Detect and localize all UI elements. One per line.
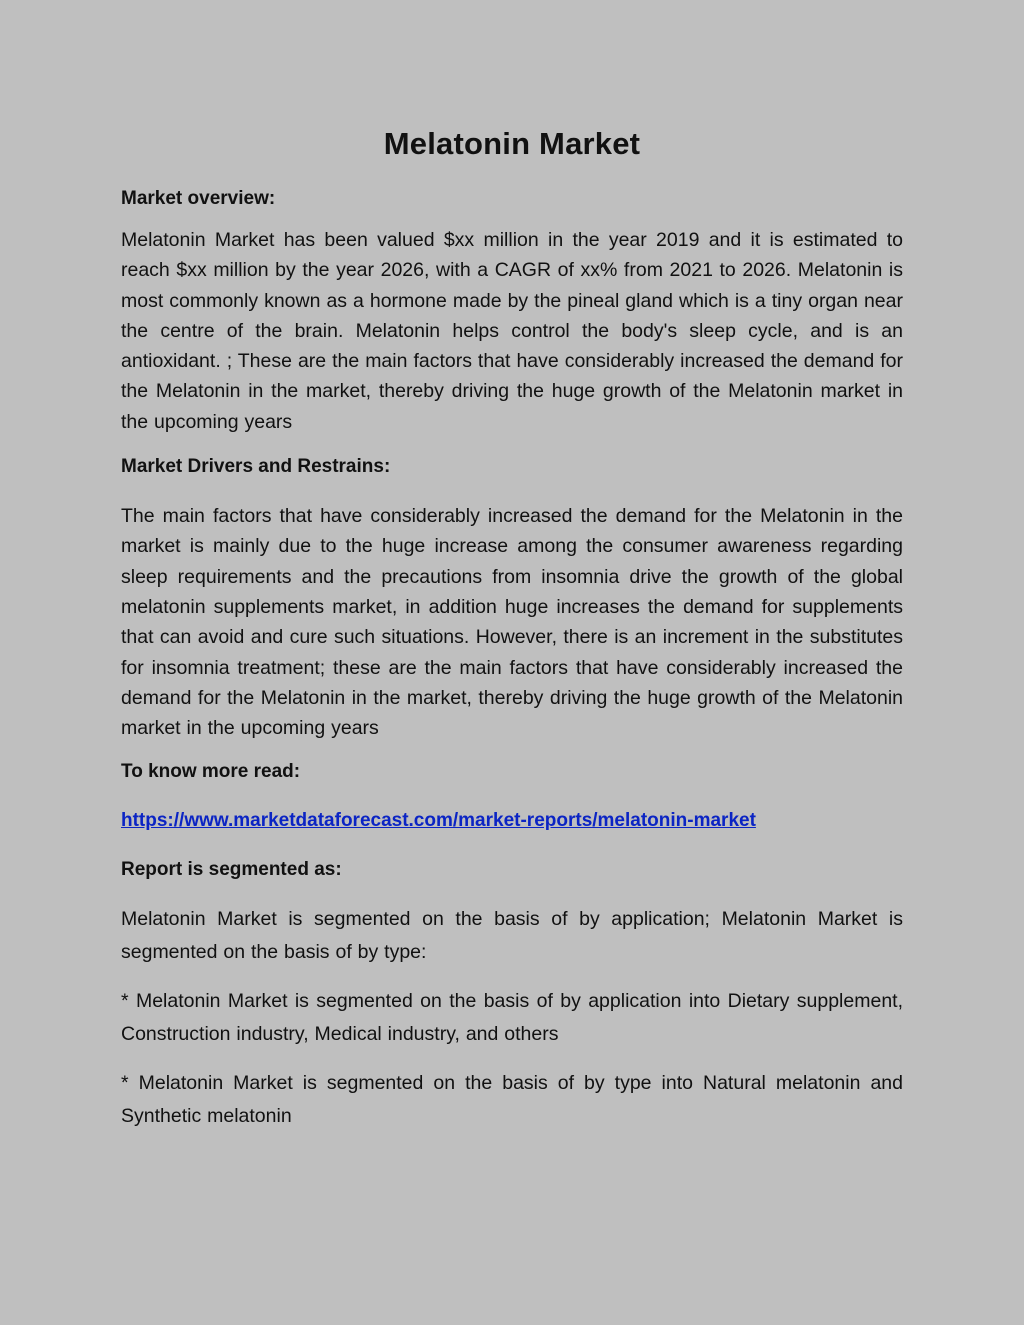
- market-overview-paragraph: Melatonin Market has been valued $xx million in the year 2019 and it is estimated to reach $xx million by the year 2026, with a CAGR of xx% from 2021 to 2026. Melatonin is most commonly known as a hormone made by the pineal gland which is a tiny organ near the centre of the brain. Melatonin helps control the body's sleep cycle, and is an antioxidant. ; These are the main factors that have considerably increased the demand for the Melatonin in the market, thereby driving the huge growth of the Melatonin market in the upcoming years: [121, 229, 903, 433]
- segmentation-type-item: * Melatonin Market is segmented on the basis of by type into Natural melatonin and Synthetic melatonin: [121, 1072, 903, 1128]
- market-drivers-heading: Market Drivers and Restrains:: [121, 456, 391, 478]
- segmentation-application-item: * Melatonin Market is segmented on the basis of by application into Dietary supplement, Construction industry, Medical industry, and others: [121, 990, 903, 1046]
- report-link-row: [121, 807, 903, 835]
- report-link[interactable]: https://www.marketdataforecast.com/market-reports/melatonin-market: [121, 810, 756, 832]
- know-more-heading: To know more read:: [121, 761, 301, 783]
- market-overview-heading: Market overview:: [121, 188, 276, 209]
- segmentation-heading: Report is segmented as:: [121, 859, 342, 881]
- page-title: Melatonin Market: [383, 126, 641, 161]
- segmentation-intro-paragraph: Melatonin Market is segmented on the basis of by application; Melatonin Market is segmented on the basis of by type:: [121, 908, 903, 964]
- market-drivers-paragraph: The main factors that have considerably increased the demand for the Melatonin in the market is mainly due to the huge increase among the consumer awareness regarding sleep requirements and the precautions from insomnia drive the growth of the global melatonin supplements market, in addition huge increases the demand for supplements that can avoid and cure such situations. However, there is an increment in the substitutes for insomnia treatment; these are the main factors that have considerably increased the demand for the Melatonin in the market, thereby driving the huge growth of the Melatonin market in the upcoming years: [121, 505, 903, 740]
